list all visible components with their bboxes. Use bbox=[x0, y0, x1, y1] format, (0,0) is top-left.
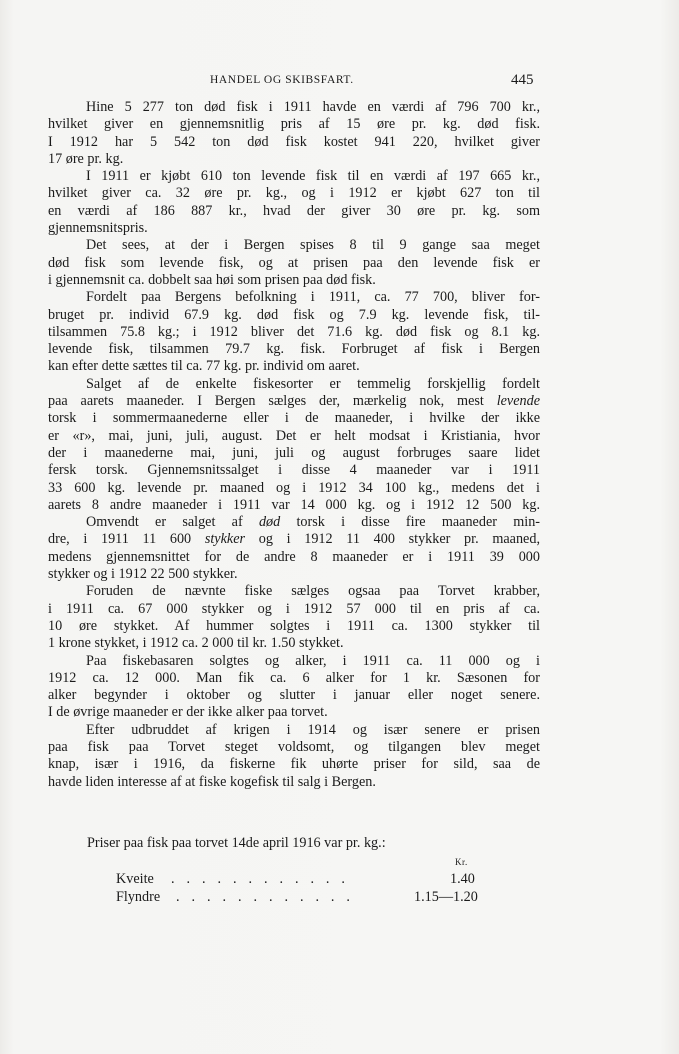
text-line: medens gjennemsnittet for de andre 8 maaneder er i 1911 39 000 bbox=[48, 548, 540, 565]
leader-dots: . . . . . . . . . . . . bbox=[171, 871, 350, 887]
text-line: fersk torsk. Gjennemsnitssalget i disse 4 maaneder var i 1911 bbox=[48, 462, 540, 479]
fish-price: 1.40 bbox=[450, 871, 475, 887]
text-line: Paa fiskebasaren solgtes og alker, i 1911 ca. 11 000 og i bbox=[86, 652, 540, 669]
body-text bbox=[48, 99, 540, 791]
price-row bbox=[116, 888, 506, 906]
line-text: dre, i 1911 11 600 bbox=[48, 531, 192, 548]
line-text: torsk i disse fire maaneder min- bbox=[296, 514, 541, 531]
text-line: er «r», mai, juni, juli, august. Det er helt modsat i Kristiania, hvor bbox=[48, 427, 540, 444]
text-line: 1912 ca. 12 000. Man fik ca. 6 alker for 1 kr. Sæsonen for bbox=[48, 669, 540, 686]
text-line: I 1911 er kjøbt 610 ton levende fisk til en værdi af 197 665 kr., bbox=[86, 168, 540, 185]
text-line: Hine 5 277 ton død fisk i 1911 havde en værdi af 796 700 kr., bbox=[86, 99, 540, 115]
text-line: Det sees, at der i Bergen spises 8 til 9 gange saa meget bbox=[86, 237, 540, 254]
page-number: 445 bbox=[511, 72, 534, 88]
text-line: gjennemsnitspris. bbox=[48, 220, 148, 237]
text-line: 33 600 kg. levende pr. maaned og i 1912 34 100 kg., medens det i bbox=[48, 479, 540, 496]
price-list-intro: Priser paa fisk paa torvet 14de april 1916 var pr. kg.: bbox=[87, 835, 386, 851]
text-line: hvilket giver ca. 32 øre pr. kg., og i 1912 er kjøbt 627 ton til bbox=[48, 185, 540, 202]
text-line: Efter udbruddet af krigen i 1914 og især senere er prisen bbox=[86, 721, 540, 738]
text-line bbox=[48, 514, 540, 531]
text-line: i gjennemsnit ca. dobbelt saa høi som prisen paa død fisk. bbox=[48, 271, 376, 288]
price-row bbox=[116, 870, 506, 888]
fish-price: 1.15—1.20 bbox=[414, 889, 478, 905]
line-text: paa aarets maaneder. I Bergen sælges der, mærkelig nok, mest bbox=[48, 393, 484, 410]
text-line: en værdi af 186 887 kr., hvad der giver 30 øre pr. kg. som bbox=[48, 202, 540, 219]
line-text: Omvendt er salget af bbox=[86, 514, 243, 531]
text-line: kan efter dette sættes til ca. 77 kg. pr. individ om aaret. bbox=[48, 358, 360, 375]
text-line: I de øvrige maaneder er der ikke alker paa torvet. bbox=[48, 704, 328, 721]
text-line: aarets 8 andre maaneder i 1911 var 14 000 kg. og i 1912 12 500 kg. bbox=[48, 496, 540, 513]
text-line bbox=[48, 531, 540, 548]
text-line: stykker og i 1912 22 500 stykker. bbox=[48, 566, 238, 583]
text-line: 1 krone stykket, i 1912 ca. 2 000 til kr. 1.50 stykket. bbox=[48, 635, 344, 652]
italic-word: død bbox=[258, 514, 281, 531]
text-line: tilsammen 75.8 kg.; i 1912 bliver det 71.6 kg. død fisk og 8.1 kg. bbox=[48, 323, 540, 340]
text-line: paa fisk paa Torvet steget voldsomt, og tilgangen blev meget bbox=[48, 738, 540, 755]
text-line: Fordelt paa Bergens befolkning i 1911, ca. 77 700, bliver for- bbox=[86, 289, 540, 306]
leader-dots: . . . . . . . . . . . . bbox=[176, 889, 355, 905]
text-line: 17 øre pr. kg. bbox=[48, 150, 124, 167]
fish-name: Kveite bbox=[116, 871, 154, 887]
text-line: Salget af de enkelte fiskesorter er temmelig forskjellig fordelt bbox=[86, 375, 540, 392]
text-line: Foruden de nævnte fiske sælges ogsaa paa Torvet krabber, bbox=[86, 583, 540, 600]
text-line: alker begynder i oktober og slutter i januar eller noget senere. bbox=[48, 687, 540, 704]
text-line: død fisk som levende fisk, og at prisen paa den levende fisk er bbox=[48, 254, 540, 271]
fish-name: Flyndre bbox=[116, 889, 161, 905]
line-text: og i 1912 11 400 stykker pr. maaned, bbox=[258, 531, 540, 548]
text-line: 10 øre stykket. Af hummer solgtes i 1911 ca. 1300 stykker til bbox=[48, 617, 540, 634]
text-line: havde liden interesse af at fiske kogefisk til salg i Bergen. bbox=[48, 773, 376, 790]
text-line: i 1911 ca. 67 000 stykker og i 1912 57 000 til en pris af ca. bbox=[48, 600, 540, 617]
text-line: der i maanederne mai, juni, juli og august forbruges saare lidet bbox=[48, 444, 540, 461]
running-title: HANDEL OG SKIBSFART. bbox=[210, 74, 354, 86]
text-line: hvilket giver en gjennemsnitlig pris af 15 øre pr. kg. død fisk. bbox=[48, 116, 540, 133]
text-line: I 1912 har 5 542 ton død fisk kostet 941 220, hvilket giver bbox=[48, 133, 540, 150]
text-line: knap, især i 1916, da fiskerne fik uhørte priser for sild, saa de bbox=[48, 756, 540, 773]
text-line bbox=[48, 393, 540, 410]
text-line: levende fisk, tilsammen 79.7 kg. fisk. Forbruget af fisk i Bergen bbox=[48, 341, 540, 358]
page-header bbox=[0, 74, 679, 94]
text-line: torsk i sommermaanederne eller i de maaneder, i hvilke der ikke bbox=[48, 410, 540, 427]
italic-word: levende bbox=[496, 393, 541, 410]
text-line: bruget pr. individ 67.9 kg. død fisk og 7.9 kg. levende fisk, til- bbox=[48, 306, 540, 323]
price-unit-header: Kr. bbox=[455, 857, 468, 867]
italic-word: stykker bbox=[204, 531, 246, 548]
